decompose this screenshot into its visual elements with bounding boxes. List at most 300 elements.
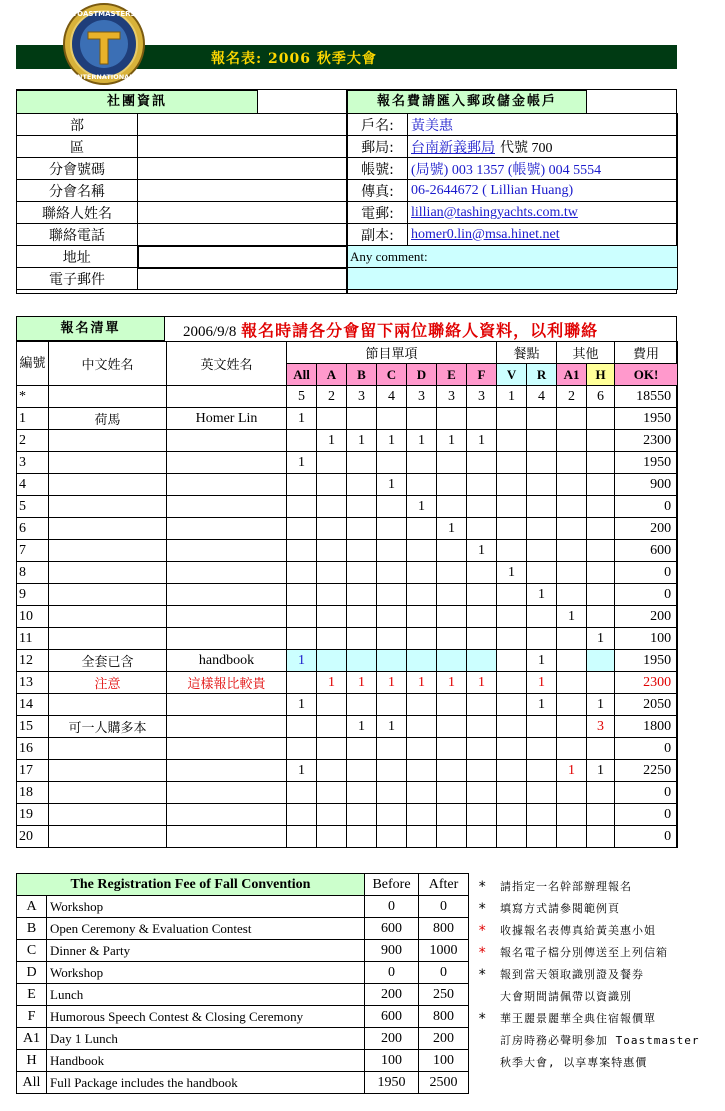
row-en-name[interactable] xyxy=(167,628,287,650)
row-item-cell[interactable] xyxy=(347,518,377,540)
row-item-cell[interactable] xyxy=(497,474,527,496)
row-item-cell[interactable] xyxy=(287,430,317,452)
row-item-cell[interactable] xyxy=(407,540,437,562)
note-text: 秋季大會, 以享專案特惠價 xyxy=(500,1056,648,1069)
row-item-cell[interactable] xyxy=(317,628,347,650)
row-item-cell[interactable] xyxy=(587,452,615,474)
row-item-cell[interactable] xyxy=(347,474,377,496)
row-no: 7 xyxy=(17,540,49,562)
row-item-cell[interactable]: 1 xyxy=(557,606,587,628)
row-item-cell[interactable] xyxy=(437,408,467,430)
row-item-cell[interactable] xyxy=(377,782,407,804)
fee-before: 0 xyxy=(365,896,419,918)
row-item-cell[interactable] xyxy=(587,804,615,826)
row-item-cell[interactable] xyxy=(437,760,467,782)
row-item-cell[interactable] xyxy=(287,562,317,584)
row-cn-name[interactable] xyxy=(49,760,167,782)
row-item-cell[interactable] xyxy=(437,452,467,474)
row-item-cell[interactable] xyxy=(317,650,347,672)
row-item-cell[interactable] xyxy=(407,650,437,672)
row-item-cell[interactable] xyxy=(377,452,407,474)
row-item-cell[interactable] xyxy=(377,738,407,760)
row-item-cell[interactable]: 1 xyxy=(527,650,557,672)
row-item-cell[interactable] xyxy=(347,650,377,672)
row-cn-name[interactable] xyxy=(49,782,167,804)
row-item-cell[interactable]: 1 xyxy=(287,452,317,474)
row-item-cell[interactable] xyxy=(437,826,467,848)
row-item-cell[interactable] xyxy=(467,474,497,496)
row-item-cell[interactable] xyxy=(587,782,615,804)
row-item-cell[interactable] xyxy=(437,562,467,584)
row-item-cell[interactable] xyxy=(437,804,467,826)
table-row xyxy=(17,430,678,452)
row-item-cell[interactable] xyxy=(497,518,527,540)
row-item-cell[interactable] xyxy=(407,738,437,760)
row-item-cell[interactable] xyxy=(527,738,557,760)
row-no: 5 xyxy=(17,496,49,518)
row-item-cell[interactable] xyxy=(407,562,437,584)
row-item-cell[interactable] xyxy=(527,562,557,584)
row-en-name[interactable] xyxy=(167,496,287,518)
club-field-input[interactable] xyxy=(138,268,348,290)
row-cn-name[interactable] xyxy=(49,738,167,760)
club-field-input[interactable] xyxy=(138,180,348,202)
row-item-cell[interactable] xyxy=(587,562,615,584)
row-item-cell[interactable] xyxy=(527,606,557,628)
row-item-cell[interactable] xyxy=(467,452,497,474)
row-item-cell[interactable] xyxy=(587,474,615,496)
row-item-cell[interactable] xyxy=(407,826,437,848)
row-item-cell[interactable] xyxy=(287,606,317,628)
row-item-cell[interactable] xyxy=(587,518,615,540)
row-item-cell[interactable] xyxy=(317,804,347,826)
row-item-cell[interactable] xyxy=(437,716,467,738)
row-item-cell[interactable] xyxy=(377,584,407,606)
row-item-cell[interactable] xyxy=(587,650,615,672)
row-item-cell[interactable] xyxy=(527,804,557,826)
row-en-name[interactable]: handbook xyxy=(167,650,287,672)
row-en-name[interactable] xyxy=(167,738,287,760)
row-item-cell[interactable] xyxy=(587,826,615,848)
row-item-cell[interactable]: 1 xyxy=(407,672,437,694)
row-item-cell[interactable] xyxy=(557,694,587,716)
comment-field-extra[interactable] xyxy=(348,268,678,290)
row-item-cell[interactable] xyxy=(497,496,527,518)
row-item-cell[interactable]: 1 xyxy=(287,760,317,782)
row-item-cell[interactable] xyxy=(497,804,527,826)
row-cn-name[interactable] xyxy=(49,430,167,452)
row-cn-name[interactable] xyxy=(49,452,167,474)
row-item-cell[interactable] xyxy=(437,584,467,606)
club-field-input[interactable] xyxy=(138,246,348,268)
row-item-cell[interactable] xyxy=(497,672,527,694)
row-item-cell[interactable] xyxy=(317,782,347,804)
row-item-cell[interactable] xyxy=(347,628,377,650)
row-item-cell[interactable] xyxy=(527,518,557,540)
row-item-cell[interactable] xyxy=(437,496,467,518)
row-item-cell[interactable]: 1 xyxy=(407,496,437,518)
row-item-cell[interactable] xyxy=(557,738,587,760)
row-item-cell[interactable] xyxy=(287,738,317,760)
row-item-cell[interactable] xyxy=(527,452,557,474)
row-item-cell[interactable] xyxy=(287,716,317,738)
row-item-cell[interactable] xyxy=(437,694,467,716)
row-item-cell[interactable] xyxy=(437,738,467,760)
row-item-cell[interactable] xyxy=(527,430,557,452)
row-item-cell[interactable] xyxy=(437,540,467,562)
row-item-cell[interactable]: 1 xyxy=(377,430,407,452)
row-item-cell[interactable]: 6 xyxy=(587,386,615,408)
row-item-cell[interactable] xyxy=(527,540,557,562)
row-item-cell[interactable] xyxy=(287,826,317,848)
row-item-cell[interactable]: 1 xyxy=(437,430,467,452)
row-item-cell[interactable] xyxy=(467,716,497,738)
row-item-cell[interactable] xyxy=(317,540,347,562)
row-item-cell[interactable]: 1 xyxy=(587,628,615,650)
row-item-cell[interactable]: 1 xyxy=(527,584,557,606)
row-item-cell[interactable] xyxy=(557,496,587,518)
row-item-cell[interactable] xyxy=(527,408,557,430)
row-item-cell[interactable] xyxy=(287,672,317,694)
row-item-cell[interactable]: 1 xyxy=(287,694,317,716)
row-item-cell[interactable] xyxy=(557,672,587,694)
row-item-cell[interactable] xyxy=(497,694,527,716)
row-item-cell[interactable] xyxy=(347,694,377,716)
payment-table xyxy=(347,113,678,290)
row-item-cell[interactable] xyxy=(497,452,527,474)
row-en-name[interactable] xyxy=(167,826,287,848)
row-item-cell[interactable] xyxy=(347,496,377,518)
row-item-cell[interactable] xyxy=(557,540,587,562)
payment-value[interactable] xyxy=(408,224,678,246)
row-item-cell[interactable]: 3 xyxy=(437,386,467,408)
row-cn-name[interactable]: 全套已含 xyxy=(49,650,167,672)
row-item-cell[interactable] xyxy=(497,584,527,606)
row-en-name[interactable] xyxy=(167,386,287,408)
row-cn-name[interactable] xyxy=(49,826,167,848)
row-item-cell[interactable] xyxy=(347,738,377,760)
row-item-cell[interactable] xyxy=(347,826,377,848)
row-item-cell[interactable] xyxy=(497,826,527,848)
row-item-cell[interactable] xyxy=(317,562,347,584)
row-item-cell[interactable]: 1 xyxy=(377,716,407,738)
row-item-cell[interactable]: 1 xyxy=(587,694,615,716)
row-item-cell[interactable] xyxy=(407,584,437,606)
row-item-cell[interactable] xyxy=(287,496,317,518)
row-item-cell[interactable] xyxy=(557,452,587,474)
note-item xyxy=(478,986,718,1008)
row-item-cell[interactable] xyxy=(557,826,587,848)
row-item-cell[interactable] xyxy=(587,408,615,430)
row-item-cell[interactable] xyxy=(347,584,377,606)
row-item-cell[interactable]: 1 xyxy=(467,672,497,694)
row-item-cell[interactable] xyxy=(377,760,407,782)
row-item-cell[interactable]: 1 xyxy=(347,672,377,694)
row-item-cell[interactable] xyxy=(317,760,347,782)
row-item-cell[interactable] xyxy=(377,628,407,650)
row-item-cell[interactable] xyxy=(317,518,347,540)
row-item-cell[interactable] xyxy=(467,606,497,628)
row-en-name[interactable] xyxy=(167,430,287,452)
row-item-cell[interactable] xyxy=(317,716,347,738)
club-info-row xyxy=(17,268,348,290)
row-cn-name[interactable] xyxy=(49,540,167,562)
row-item-cell[interactable] xyxy=(497,408,527,430)
row-item-cell[interactable] xyxy=(347,540,377,562)
row-cn-name[interactable] xyxy=(49,518,167,540)
row-item-cell[interactable]: 3 xyxy=(467,386,497,408)
row-item-cell[interactable] xyxy=(467,562,497,584)
row-item-cell[interactable] xyxy=(557,804,587,826)
row-item-cell[interactable] xyxy=(287,628,317,650)
club-field-input[interactable] xyxy=(138,114,348,136)
row-item-cell[interactable]: 2 xyxy=(557,386,587,408)
row-item-cell[interactable]: 1 xyxy=(377,474,407,496)
row-item-cell[interactable] xyxy=(407,782,437,804)
row-item-cell[interactable] xyxy=(497,540,527,562)
row-item-cell[interactable] xyxy=(287,782,317,804)
row-item-cell[interactable] xyxy=(287,518,317,540)
row-item-cell[interactable]: 1 xyxy=(527,672,557,694)
row-item-cell[interactable] xyxy=(317,452,347,474)
row-item-cell[interactable] xyxy=(587,584,615,606)
row-item-cell[interactable] xyxy=(437,650,467,672)
row-cn-name[interactable]: 可一人購多本 xyxy=(49,716,167,738)
row-item-cell[interactable]: 1 xyxy=(347,716,377,738)
row-item-cell[interactable] xyxy=(527,496,557,518)
row-item-cell[interactable]: 1 xyxy=(587,760,615,782)
row-item-cell[interactable] xyxy=(587,430,615,452)
row-item-cell[interactable] xyxy=(557,408,587,430)
row-item-cell[interactable] xyxy=(557,430,587,452)
row-item-cell[interactable] xyxy=(317,606,347,628)
subheader-cell: B xyxy=(347,364,377,386)
row-item-cell[interactable] xyxy=(317,474,347,496)
row-en-name[interactable] xyxy=(167,716,287,738)
row-item-cell[interactable]: 1 xyxy=(377,672,407,694)
row-item-cell[interactable] xyxy=(527,760,557,782)
club-field-input[interactable] xyxy=(138,224,348,246)
row-item-cell[interactable]: 3 xyxy=(347,386,377,408)
row-item-cell[interactable] xyxy=(347,804,377,826)
row-item-cell[interactable] xyxy=(287,804,317,826)
row-item-cell[interactable]: 1 xyxy=(317,430,347,452)
row-no: 4 xyxy=(17,474,49,496)
row-en-name[interactable] xyxy=(167,518,287,540)
row-item-cell[interactable]: 4 xyxy=(377,386,407,408)
comment-field[interactable] xyxy=(348,246,678,268)
row-item-cell[interactable] xyxy=(377,694,407,716)
row-item-cell[interactable] xyxy=(407,518,437,540)
row-item-cell[interactable] xyxy=(407,716,437,738)
row-item-cell[interactable] xyxy=(587,738,615,760)
row-item-cell[interactable] xyxy=(587,606,615,628)
row-item-cell[interactable] xyxy=(467,518,497,540)
row-item-cell[interactable] xyxy=(407,804,437,826)
row-item-cell[interactable] xyxy=(527,474,557,496)
club-field-input[interactable] xyxy=(138,158,348,180)
club-field-input[interactable] xyxy=(138,136,348,158)
row-item-cell[interactable] xyxy=(497,606,527,628)
row-item-cell[interactable] xyxy=(527,826,557,848)
row-item-cell[interactable] xyxy=(317,584,347,606)
club-field-input[interactable] xyxy=(138,202,348,224)
row-item-cell[interactable]: 1 xyxy=(287,408,317,430)
row-item-cell[interactable] xyxy=(437,628,467,650)
row-item-cell[interactable]: 1 xyxy=(347,430,377,452)
row-item-cell[interactable] xyxy=(527,782,557,804)
row-item-cell[interactable] xyxy=(497,716,527,738)
row-cn-name[interactable] xyxy=(49,804,167,826)
row-en-name[interactable] xyxy=(167,474,287,496)
row-fee: 1950 xyxy=(615,452,678,474)
row-item-cell[interactable] xyxy=(317,496,347,518)
row-item-cell[interactable]: 4 xyxy=(527,386,557,408)
row-item-cell[interactable] xyxy=(557,782,587,804)
payment-value[interactable] xyxy=(408,202,678,224)
row-en-name[interactable] xyxy=(167,760,287,782)
row-cn-name[interactable] xyxy=(49,562,167,584)
row-item-cell[interactable] xyxy=(347,452,377,474)
row-item-cell[interactable] xyxy=(467,804,497,826)
row-item-cell[interactable] xyxy=(467,738,497,760)
row-item-cell[interactable] xyxy=(347,606,377,628)
row-item-cell[interactable] xyxy=(497,628,527,650)
row-item-cell[interactable]: 1 xyxy=(497,386,527,408)
row-item-cell[interactable]: 1 xyxy=(467,430,497,452)
row-item-cell[interactable]: 1 xyxy=(287,650,317,672)
row-en-name[interactable] xyxy=(167,540,287,562)
row-item-cell[interactable] xyxy=(467,628,497,650)
row-item-cell[interactable] xyxy=(557,716,587,738)
row-item-cell[interactable] xyxy=(527,716,557,738)
row-item-cell[interactable] xyxy=(377,826,407,848)
row-item-cell[interactable]: 1 xyxy=(557,760,587,782)
row-item-cell[interactable]: 5 xyxy=(287,386,317,408)
row-item-cell[interactable] xyxy=(587,672,615,694)
row-item-cell[interactable] xyxy=(437,782,467,804)
row-item-cell[interactable] xyxy=(317,694,347,716)
row-item-cell[interactable] xyxy=(347,782,377,804)
row-en-name[interactable] xyxy=(167,584,287,606)
row-item-cell[interactable] xyxy=(527,628,557,650)
row-cn-name[interactable]: 注意 xyxy=(49,672,167,694)
row-item-cell[interactable] xyxy=(557,650,587,672)
row-item-cell[interactable] xyxy=(377,562,407,584)
row-item-cell[interactable] xyxy=(287,540,317,562)
row-item-cell[interactable] xyxy=(557,562,587,584)
row-item-cell[interactable] xyxy=(497,430,527,452)
row-item-cell[interactable] xyxy=(377,606,407,628)
row-item-cell[interactable] xyxy=(377,540,407,562)
row-item-cell[interactable]: 3 xyxy=(587,716,615,738)
row-cn-name[interactable] xyxy=(49,386,167,408)
row-item-cell[interactable] xyxy=(407,452,437,474)
row-item-cell[interactable] xyxy=(317,826,347,848)
row-item-cell[interactable] xyxy=(407,760,437,782)
row-item-cell[interactable] xyxy=(467,760,497,782)
row-en-name[interactable]: 這樣報比較貴 xyxy=(167,672,287,694)
payment-row xyxy=(348,158,678,180)
row-cn-name[interactable] xyxy=(49,628,167,650)
row-item-cell[interactable]: 3 xyxy=(407,386,437,408)
row-item-cell[interactable] xyxy=(587,540,615,562)
row-item-cell[interactable] xyxy=(407,694,437,716)
row-item-cell[interactable] xyxy=(407,628,437,650)
row-item-cell[interactable] xyxy=(407,606,437,628)
notice-date: 2006/9/8 xyxy=(183,324,237,340)
row-item-cell[interactable] xyxy=(287,474,317,496)
row-en-name[interactable] xyxy=(167,562,287,584)
row-item-cell[interactable] xyxy=(347,760,377,782)
row-cn-name[interactable] xyxy=(49,496,167,518)
row-item-cell[interactable] xyxy=(377,518,407,540)
row-item-cell[interactable]: 1 xyxy=(317,672,347,694)
row-en-name[interactable] xyxy=(167,452,287,474)
row-item-cell[interactable] xyxy=(287,584,317,606)
row-item-cell[interactable] xyxy=(347,408,377,430)
row-cn-name[interactable] xyxy=(49,694,167,716)
row-en-name[interactable] xyxy=(167,694,287,716)
row-item-cell[interactable]: 2 xyxy=(317,386,347,408)
row-item-cell[interactable]: 1 xyxy=(497,562,527,584)
row-item-cell[interactable]: 1 xyxy=(437,672,467,694)
row-en-name[interactable]: Homer Lin xyxy=(167,408,287,430)
toastmasters-logo xyxy=(58,2,150,86)
row-item-cell[interactable] xyxy=(437,606,467,628)
row-cn-name[interactable] xyxy=(49,474,167,496)
row-item-cell[interactable] xyxy=(467,496,497,518)
row-cn-name[interactable]: 荷馬 xyxy=(49,408,167,430)
row-item-cell[interactable] xyxy=(497,650,527,672)
row-item-cell[interactable] xyxy=(317,408,347,430)
row-item-cell[interactable] xyxy=(497,782,527,804)
row-item-cell[interactable] xyxy=(497,760,527,782)
row-item-cell[interactable] xyxy=(407,408,437,430)
payment-value-text: homer0.lin@msa.hinet.net xyxy=(411,226,560,242)
row-item-cell[interactable] xyxy=(497,738,527,760)
row-item-cell[interactable] xyxy=(467,782,497,804)
row-item-cell[interactable]: 1 xyxy=(437,518,467,540)
row-item-cell[interactable] xyxy=(557,628,587,650)
row-item-cell[interactable]: 1 xyxy=(467,540,497,562)
row-item-cell[interactable] xyxy=(587,496,615,518)
row-en-name[interactable] xyxy=(167,782,287,804)
row-item-cell[interactable]: 1 xyxy=(407,430,437,452)
row-cn-name[interactable] xyxy=(49,584,167,606)
row-en-name[interactable] xyxy=(167,804,287,826)
row-item-cell[interactable]: 1 xyxy=(527,694,557,716)
row-cn-name[interactable] xyxy=(49,606,167,628)
row-item-cell[interactable] xyxy=(467,694,497,716)
row-item-cell[interactable] xyxy=(377,496,407,518)
row-item-cell[interactable] xyxy=(437,474,467,496)
row-item-cell[interactable] xyxy=(557,518,587,540)
row-item-cell[interactable] xyxy=(407,474,437,496)
row-item-cell[interactable] xyxy=(467,650,497,672)
row-item-cell[interactable] xyxy=(557,474,587,496)
row-item-cell[interactable] xyxy=(467,584,497,606)
row-item-cell[interactable] xyxy=(557,584,587,606)
row-item-cell[interactable] xyxy=(467,408,497,430)
row-en-name[interactable] xyxy=(167,606,287,628)
row-item-cell[interactable] xyxy=(377,804,407,826)
row-item-cell[interactable] xyxy=(467,826,497,848)
row-item-cell[interactable] xyxy=(377,650,407,672)
row-item-cell[interactable] xyxy=(317,738,347,760)
row-item-cell[interactable] xyxy=(377,408,407,430)
row-item-cell[interactable] xyxy=(347,562,377,584)
